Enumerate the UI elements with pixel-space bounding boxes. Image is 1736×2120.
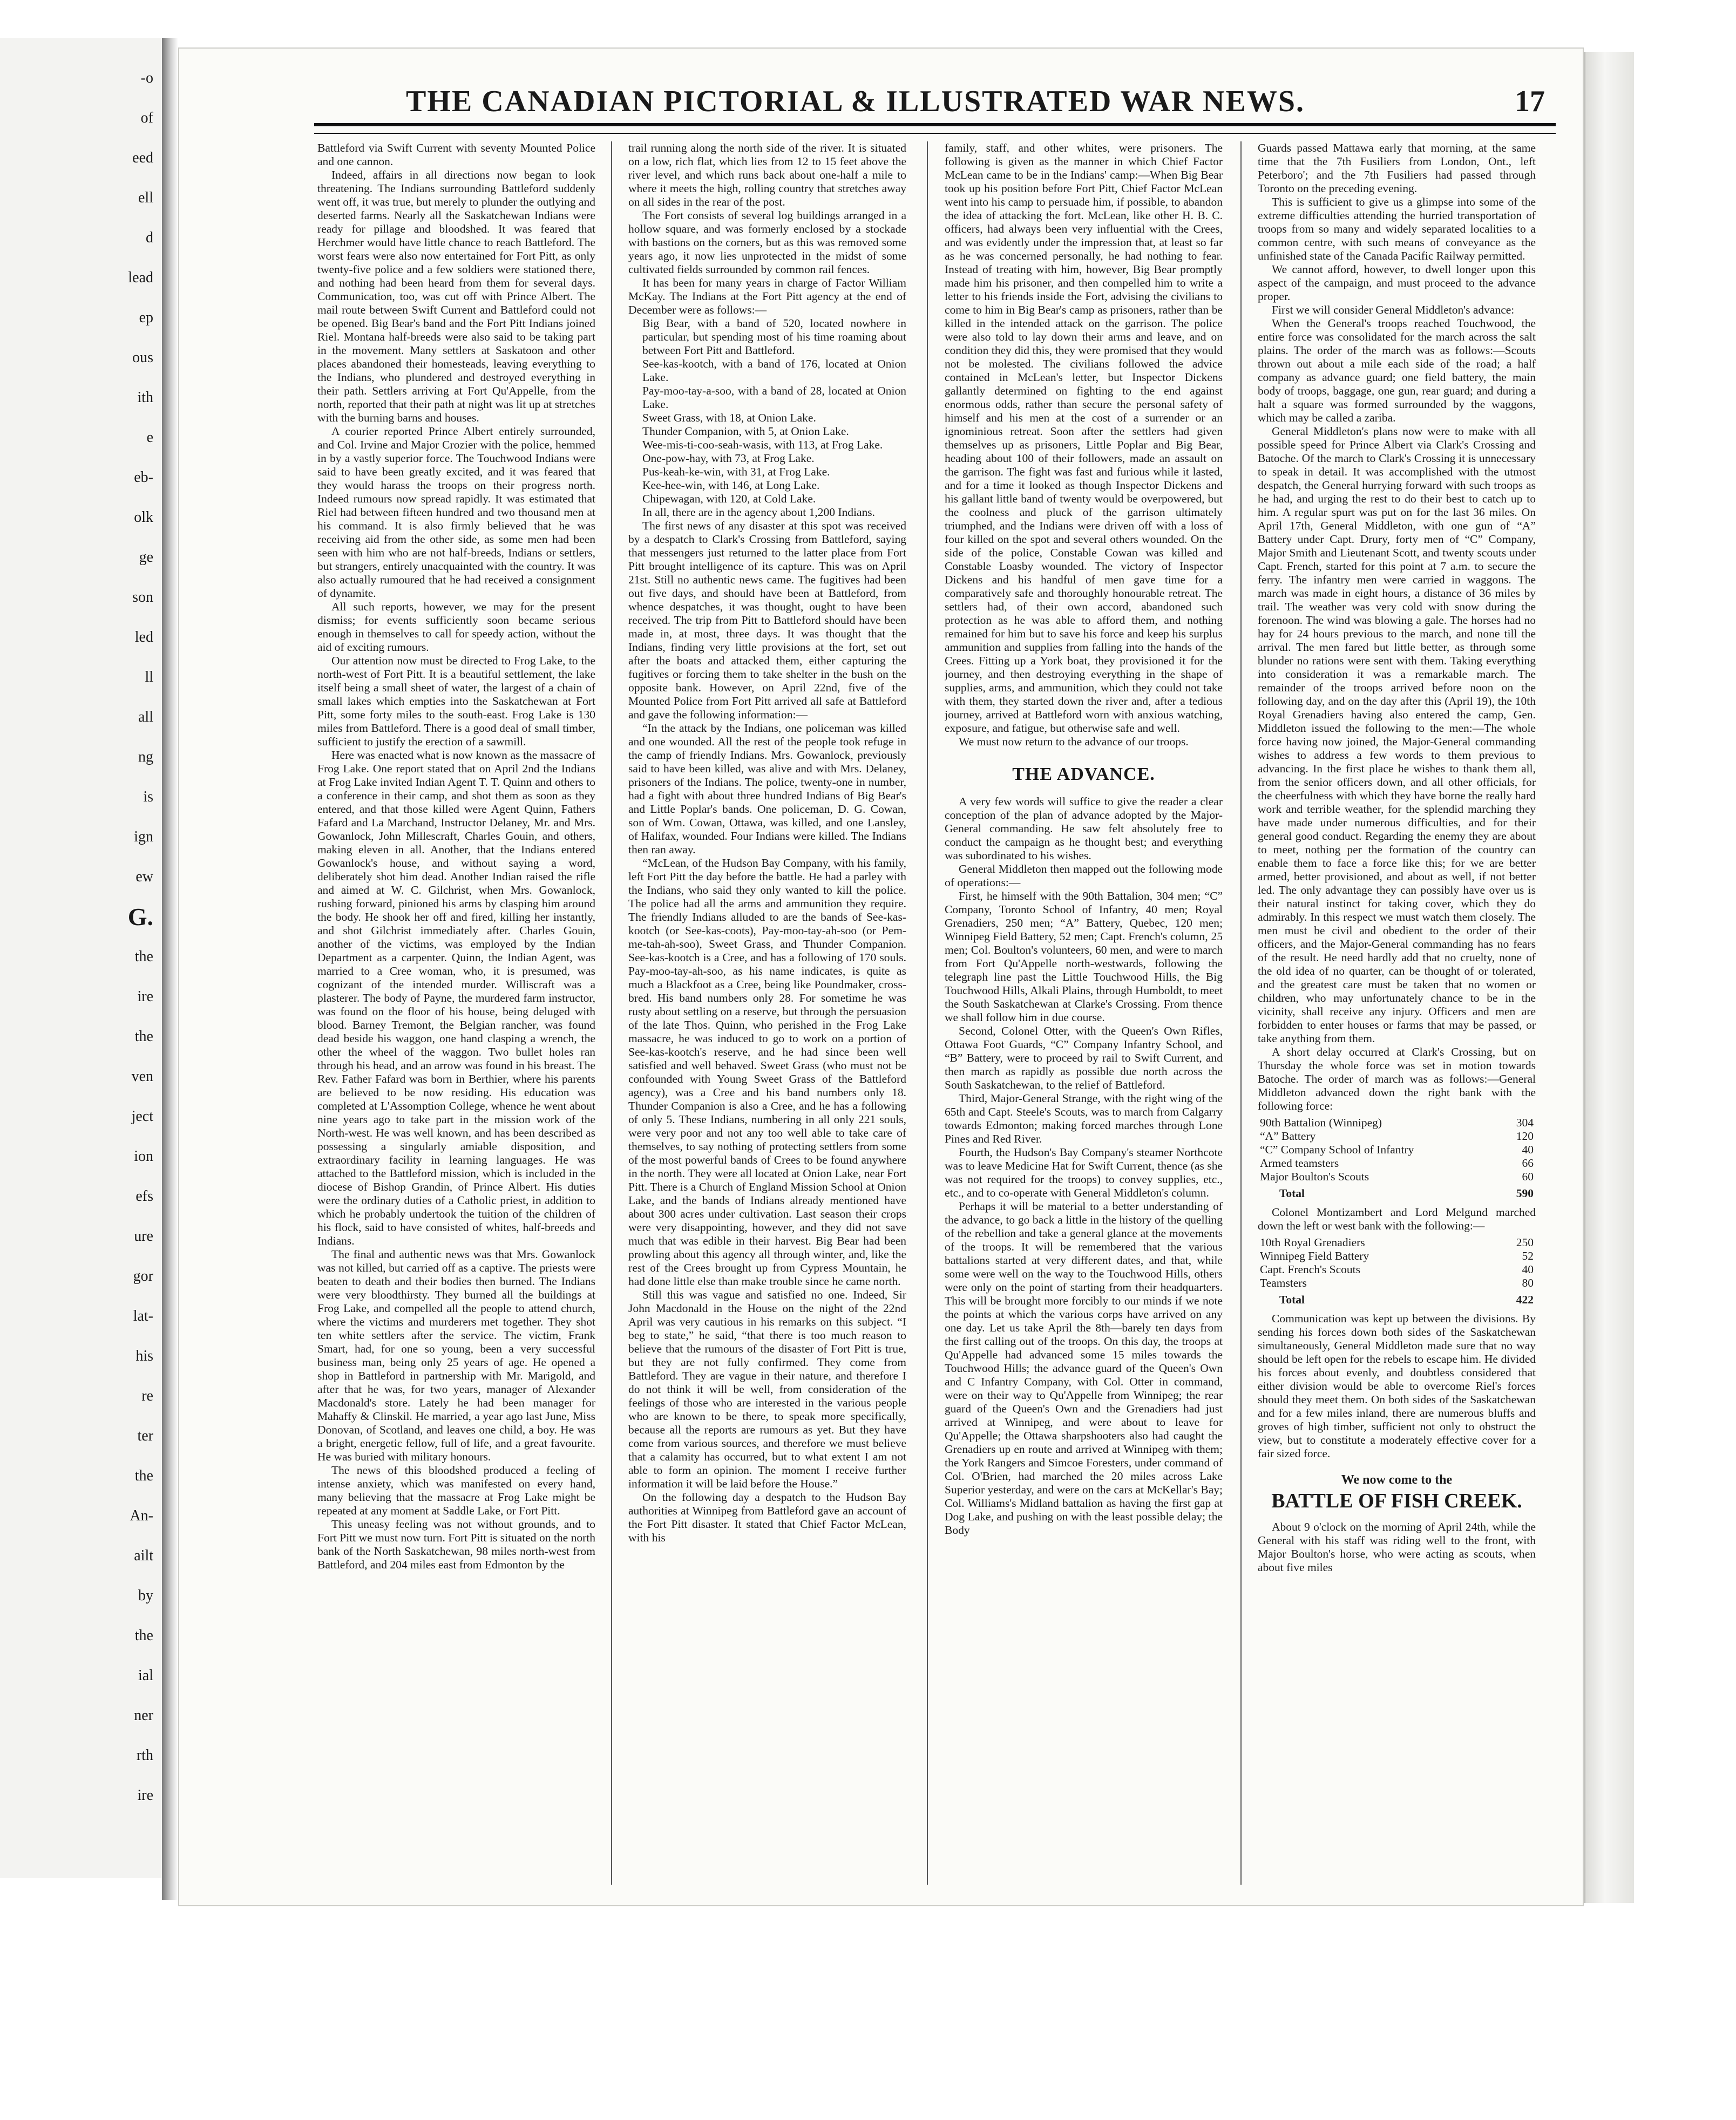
paragraph: Communication was kept up between the divisions. By sending his forces down both sides of the Saskatchewan simultaneously, General Middleton made sure that no way should be left open for the rebels to escape him. He divided his forces about evenly, and doubtless considered that either division would be able to overcome Riel's forces should they meet them. On both sides of the Saskatchewan and for a few miles inland, there are numerous bluffs and groves of high timber, sufficient not only to obstruct the view, but to constitute a moderately effective cover for a fair sized force. <box>1258 1312 1536 1460</box>
facing-page-fragment: gor <box>133 1268 153 1285</box>
paragraph: We cannot afford, however, to dwell longer upon this aspect of the campaign, and must proceed to the advance proper. <box>1258 263 1536 303</box>
paragraph: Here was enacted what is now known as the massacre of Frog Lake. One report stated that on April 2nd the Indians at Frog Lake invited Indian Agent T. T. Quinn and others to a conference in their camp, and shot them as soon as they entered, and that those killed were Agent Quinn, Fathers Fafard and La Marchand, Instructor Delaney, Mr. and Mrs. Gowanlock, John Millescraft, Charles Gouin, and others, making eleven in all. Another, that the Indians entered Gowanlock's house, and without saying a word, deliberately shot him dead. Another Indian raised the rifle and aimed at W. C. Gilchrist, when Mrs. Gowanlock, rushing forward, pinioned his arms by clasping him around the body. He shook her off and fired, killing her instantly, and shot Gilchrist immediately after. Charles Gouin, another of the victims, was employed by the Indian Department as a carpenter. Quinn, the Indian Agent, was married to a Cree woman, who, it is presumed, was cognizant of the intended murder. Williscraft was a plasterer. The body of Payne, the murdered farm instructor, was found on the floor of his house, being deluged with blood. Barney Tremont, the Belgian rancher, was found dead beside his waggon, one hand clasping a wrench, the other the wheel of the waggon. Two bullet holes ran through his head, and an arrow was found in his breast. The Rev. Father Fafard was born in Berthier, where his parents are believed to be now residing. His education was completed at L'Assomption College, whence he went about nine years ago to take part in the mission work of the North-west. He was well known, and has been described as possessing a singularly amiable disposition, and extraordinary facility in learning languages. He was attached to the Battleford mission, which is included in the diocese of Bishop Grandin, of Prince Albert. His duties were the ordinary duties of a Catholic priest, in addition to which he probably undertook the tuition of the children of his flock, said to have consisted of whites, half-breeds and Indians. <box>317 749 595 1247</box>
facing-page-fragment: ject <box>131 1108 153 1125</box>
facing-page-fragment: ter <box>137 1428 153 1444</box>
facing-page-fragment: the <box>134 1028 153 1045</box>
unit-name: Capt. French's Scouts <box>1260 1263 1361 1276</box>
page-gutter <box>162 38 178 1900</box>
facing-page-fragment: olk <box>134 509 153 526</box>
unit-count: 40 <box>1522 1143 1534 1156</box>
page-number: 17 <box>1515 85 1545 118</box>
column-divider <box>927 141 928 1885</box>
advance-body <box>945 795 1223 1537</box>
col4-body-2 <box>1258 1312 1536 1460</box>
paragraph: The final and authentic news was that Mrs. Gowanlock was not killed, but carried off as a captive. The priests were beaten to death and their bodies then burned. The Indians were very bloodthirsty. They burned all the buildings at Frog Lake, and compelled all the people to attend church, where the victims and murderers met together. They shot ten white settlers after the service. The victim, Frank Smart, had, for one so young, been a very successful business man, being only 25 years of age. He opened a shop in Battleford in partnership with Mr. Marigold, and after that he was, for two years, manager of Alexander Macdonald's store. Lately he had been manager for Mahaffy & Clinskil. He married, a year ago last June, Miss Donovan, of Scotland, and leaves one child, a boy. He was a bright, energetic fellow, full of life, and a great favourite. He was buried with military honours. <box>317 1248 595 1463</box>
paragraph: “McLean, of the Hudson Bay Company, with his family, left Fort Pitt the day before the battle. He had a parley with the Indians, who said they only wanted to kill the police. The police had all the arms and ammunition they require. The friendly Indians alluded to are the bands of See-kas-kootch (or See-kas-coots), Pay-moo-tay-ah-soo (or Pem-me-tah-ah-soo), Sweet Grass, and Thunder Companion. See-kas-kootch is a Cree, and has a following of 170 souls. Pay-moo-tay-ah-soo, as his name indicates, is quite as much a Blackfoot as a Cree, being like Poundmaker, cross-bred. His band numbers only 28. For sometime he was rusty about settling on a reserve, but through the persuasion of the late Thos. Quinn, who perished in the Frog Lake massacre, he was induced to go to work on a portion of See-kas-kootch's reserve, and he had since been well satisfied and well behaved. Sweet Grass (who must not be confounded with Young Sweet Grass of the Battleford agency), was a Cree and his band numbers only 18. Thunder Companion is also a Cree, and he has a following of only 5. These Indians, numbering in all only 221 souls, were very poor and not any too well able to take care of themselves, to say nothing of protecting settlers from some of the most powerful bands of Crees to be found anywhere in the north. They were all located at Onion Lake, near Fort Pitt. There is a Church of England Mission School at Onion Lake, and the bands of Indians already mentioned have about 300 acres under cultivation. Last season their crops were very disappointing, however, and they did not save much that was edible in their harvest. Big Bear had been prowling about this agency all through winter, and, like the rest of the Crees brought up from Cypress Mountain, he had done little else than make trouble since he came north. <box>628 857 906 1288</box>
table-row <box>1258 1130 1536 1143</box>
unit-count: 80 <box>1522 1276 1534 1289</box>
table-total-row <box>1258 1184 1536 1200</box>
table-row <box>1258 1170 1536 1184</box>
table-row <box>1258 1116 1536 1130</box>
facing-page-fragment: ew <box>135 868 153 885</box>
paragraph: trail running along the north side of the river. It is situated on a low, rich flat, which lies from 12 to 15 feet above the river level, and which runs back about one-half a mile to where it meets the high, rolling country that stretches away on all sides in the rear of the post. <box>628 141 906 208</box>
section-title-advance: THE ADVANCE. <box>1012 764 1155 784</box>
total-label: Total <box>1279 1187 1305 1200</box>
col4-body <box>1258 141 1536 1113</box>
paragraph: Chipewagan, with 120, at Cold Lake. <box>642 492 816 505</box>
column-divider <box>611 141 612 1885</box>
paragraph: When the General's troops reached Touchwood, the entire force was consolidated for the march across the salt plains. The order of the march was as follows:—Scouts thrown out about a mile each side of the road; a half company as advance guard; one field battery, the main body of troops, baggage, one gun, rear guard; and during a halt a square was formed surrounded by the waggons, which may be called a zariba. <box>1258 317 1536 424</box>
facing-page-fragment: ous <box>132 349 153 366</box>
facing-page-fragment: is <box>143 789 153 805</box>
table-total-row <box>1258 1290 1536 1307</box>
masthead <box>314 81 1556 124</box>
paragraph: We must now return to the advance of our troops. <box>959 735 1189 748</box>
facing-page-fragment: the <box>134 948 153 965</box>
article-column-2 <box>628 141 906 1885</box>
paragraph: First, he himself with the 90th Battalion, 304 men; “C” Company, Toronto School of Infantry, 40 men; Royal Grenadiers, 250 men; “A” Battery, Quebec, 120 men; Winnipeg Field Battery, 52 men; Capt. French's column, 25 men; Col. Boulton's volunteers, 60 men, and were to march from Fort Qu'Appelle north-westwards, following the telegraph line past the Little Touchwood Hills, the Big Touchwood Hills, Alkali Plains, through Humboldt, to meet the South Saskatchewan at Clarke's Crossing. From thence we shall follow him in due course. <box>945 889 1223 1024</box>
unit-count: 60 <box>1522 1170 1534 1183</box>
paragraph: Fourth, the Hudson's Bay Company's steamer Northcote was to leave Medicine Hat for Swift Current, thence (as she was not required for the troops) to convey supplies, etc., etc., and to co-operate with General Middleton's column. <box>945 1146 1223 1199</box>
facing-page-fragment: ion <box>134 1148 153 1165</box>
facing-page-fragment: lead <box>128 269 153 286</box>
article-column-3 <box>945 141 1223 1885</box>
paragraph: Our attention now must be directed to Frog Lake, to the north-west of Fort Pitt. It is a beautiful settlement, the lake itself being a small sheet of water, the largest of a chain of small lakes which empties into the Saskatchewan at Fort Pitt, some forty miles to the south-east. Frog Lake is 130 miles from Battleford. There is a good deal of small timber, sufficient to justify the erection of a sawmill. <box>317 654 595 748</box>
unit-count: 66 <box>1522 1157 1534 1170</box>
paragraph: The news of this bloodshed produced a feeling of intense anxiety, which was manifested on every hand, many believing that the massacre at Frog Lake might be repeated at any moment at Saddle Lake, or Fort Pitt. <box>317 1464 595 1517</box>
paragraph: One-pow-hay, with 73, at Frog Lake. <box>642 452 815 465</box>
facing-page-fragment: ith <box>137 389 153 406</box>
facing-page-fragment: ng <box>138 749 153 765</box>
page-edge <box>1584 52 1634 1903</box>
facing-page-fragment: ure <box>134 1228 153 1245</box>
facing-page-fragment: ge <box>139 549 153 566</box>
paragraph: Wee-mis-ti-coo-seah-wasis, with 113, at Frog Lake. <box>642 438 883 451</box>
paragraph: Big Bear, with a band of 520, located nowhere in particular, but spending most of his time roaming about between Fort Pitt and Battleford. <box>642 317 906 357</box>
paragraph: A very few words will suffice to give the reader a clear conception of the plan of advance adopted by the Major-General commanding. He saw felt absolutely free to conduct the campaign as he thought best; and everything was subordinated to his wishes. <box>945 795 1223 862</box>
facing-page-fragment: ial <box>138 1667 153 1684</box>
total-value: 422 <box>1516 1293 1534 1306</box>
unit-name: Armed teamsters <box>1260 1157 1339 1170</box>
column-divider <box>1240 141 1242 1885</box>
paragraph: Perhaps it will be material to a better understanding of the advance, to go back a little in the history of the quelling of the rebellion and take a general glance at the movements of the troops. It will be remembered that the various battalions started at very different dates, and that, while some were well on the way to the Touchwood Hills, others were only on the point of starting from their headquarters. This will be brought more forcibly to our minds if we note the points at which the various corps have arrived on any one day. Let us take April the 8th—barely ten days from the first calling out of the troops. On this day, the troops at Qu'Appelle had advanced some 15 miles towards the Touchwood Hills; the advance guard of the Queen's Own and C Infantry Company, with Col. Otter in command, were on their way to Qu'Appelle from Winnipeg; the rear guard of the Queen's Own and the Grenadiers had just arrived at Winnipeg, and were about to leave for Qu'Appelle; the Ottawa sharpshooters also had caught the Grenadiers up en route and arrived at Winnipeg with them; the York Rangers and Simcoe Foresters, under command of Col. O'Brien, had marched the 20 miles across Lake Superior yesterday, and were on the cars at McKellar's Bay; Col. Williams's Midland battalion as having the first gap at Dog Lake, and pushing on with the least possible delay; the Body <box>945 1200 1223 1537</box>
paragraph: The first news of any disaster at this spot was received by a despatch to Clark's Crossing from Battleford, saying that messengers just returned to the latter place from Fort Pitt brought intelligence of its capture. This was on April 21st. Still no authentic news came. The fugitives had been out five days, and should have been at Battleford, from whence despatches, it was thought, ought to have been received. The trip from Pitt to Battleford should have been made in, at most, three days. It was thought that the Indians, finding very little provisions at the fort, set out after the boats and attacked them, either capturing the fugitives or forcing them to take shelter in the bush on the opposite bank. However, on April 22nd, five of the Mounted Police from Fort Pitt arrived all safe at Battleford and gave the following information:— <box>628 519 906 721</box>
paragraph: General Middleton's plans now were to make with all possible speed for Prince Albert via Clark's Crossing and Batoche. Of the march to Clark's Crossing it is unnecessary to speak in detail. It was accomplished with the utmost despatch, the General hurrying forward with such troops as he had, and urging the rest to do their best to catch up to him. A regular spurt was put on for the last 36 miles. On April 17th, General Middleton, with one gun of “A” Battery under Capt. Drury, forty men of “C” Company, Major Smith and Lieutenant Scott, and twenty scouts under Capt. French, started for this point at 7 a.m. to secure the ferry. The infantry men were carried in waggons. The march was made in eight hours, a distance of 36 miles by trail. The weather was very cold with snow during the forenoon. The wind was blowing a gale. The horses had no hay for 24 hours previous to the march, and none till the arrival. The men fared but little better, as through some blunder no rations were sent with them. Taking everything into consideration it was a remarkable march. The remainder of the troops arrived before noon on the following day, and on the day after this (April 19), the 10th Royal Grenadiers having also entered the camp, Gen. Middleton issued the following to the men:—The whole force having now joined, the Major-General commanding wishes to address a few words to them previous to advancing. In the first place he wishes to thank them all, from the senior officers down, and all other officials, for the cheerfulness with which they have borne the really hard work and terrible weather, for the splendid marching they have made under numerous difficulties, and for their general good conduct. Regarding the enemy they are about to meet, nothing per the formation of the country can enable them to face a force like this; for we are better armed, better provisioned, and about as well, if not better led. The only advantage they can possibly have over us is their natural instinct for taking cover, which they do admirably. In this respect we must watch them closely. The men must be civil and obedient to the order of their officers, and the Major-General commanding has no fears of the result. He need hardly add that no cruelty, none of the old idea of no quarter, can be thought of or tolerated, and the greatest care must be taken that no women or children, who may unfortunately chance to be in the vicinity, shall receive any injury. Officers and men are forbidden to enter houses or farms that may be passed, or take anything from them. <box>1258 425 1536 1045</box>
paragraph: A short delay occurred at Clark's Crossing, but on Thursday the whole force was set in motion towards Batoche. The order of march was as follows:—General Middleton advanced down the right bank with the following force: <box>1258 1045 1536 1112</box>
col2-body <box>628 519 906 1545</box>
paragraph: This is sufficient to give us a glimpse into some of the extreme difficulties attending the hurried transportation of troops from so many and widely separated localities to a common centre, with such means of conveyance as the unfinished state of the Canada Pacific Railway permitted. <box>1258 195 1536 262</box>
paragraph: Indeed, affairs in all directions now began to look threatening. The Indians surrounding Battleford suddenly went off, it was true, but merely to plunder the outlying and deserted farms. Nearly all the Saskatchewan Indians were ready for pillage and bloodshed. It was feared that Herchmer would have little chance to reach Battleford. The worst fears were also now entertained for Fort Pitt, as only twenty-five police and a few soldiers were stationed there, and nothing had been heard from them for several days. Communication, too, was cut off with Prince Albert. The mail route between Swift Current and Battleford could not be opened. Big Bear's band and the Fort Pitt Indians joined Riel. Montana half-breeds were also said to be taking part in the movement. Many settlers at Saskatoon and other places abandoned their homesteads, leaving everything to the Indians, who plundered and destroyed everything in their path. Settlers arriving at Fort Qu'Appelle, from the north, reported that their path at night was lit up at stretches with the burning barns and houses. <box>317 168 595 424</box>
unit-count: 120 <box>1516 1130 1534 1143</box>
facing-page-fragment: eb- <box>134 469 153 486</box>
unit-count: 250 <box>1516 1236 1534 1249</box>
fish-creek-paragraph: About 9 o'clock on the morning of April 24th, while the General with his staff was riding well to the front, with Major Boulton's horse, who were acting as scouts, when about five miles <box>1258 1520 1536 1574</box>
table-row <box>1258 1143 1536 1157</box>
table-row <box>1258 1263 1536 1276</box>
paragraph: Pay-moo-tay-a-soo, with a band of 28, located at Onion Lake. <box>642 384 906 411</box>
facing-page-fragment: the <box>134 1627 153 1644</box>
fish-creek-intro: We now come to the <box>1341 1473 1453 1487</box>
table-row <box>1258 1276 1536 1290</box>
facing-page-fragment: An- <box>130 1507 153 1524</box>
force-table-left-bank <box>1258 1236 1536 1307</box>
facing-page-fragment: led <box>134 629 153 645</box>
left-bank-paragraph: Colonel Montizambert and Lord Melgund marched down the left or west bank with the following:— <box>1258 1206 1536 1232</box>
force-table-right-bank <box>1258 1116 1536 1200</box>
facing-page-fragment: the <box>134 1467 153 1484</box>
facing-page-fragment: ailt <box>134 1547 153 1564</box>
paragraph: family, staff, and other whites, were prisoners. The following is given as the manner in which Chief Factor McLean came to be in the Indians' camp:—When Big Bear took up his position before Fort Pitt, Chief Factor McLean went into his camp to persuade him, if possible, to abandon the idea of attacking the fort. McLean, like other H. B. C. officers, had always been very influential with the Crees, and was evidently under the impression that, at least so far as he was concerned personally, he had nothing to fear. Instead of treating with him, however, Big Bear promptly made him his prisoner, and then compelled him to write a letter to his friends inside the Fort, advising the civilians to come to him in Big Bear's camp as prisoners, rather than be killed in the intended attack on the garrison. The police were also told to lay down their arms and leave, and on condition they did this, they were promised that they would not be molested. The civilians followed the advice contained in McLean's letter, but Inspector Dickens gallantly determined on fighting to the end against enormous odds, rather than secure the personal safety of himself and his men at the cost of a surrender or an ignominious retreat. Soon after the settlers had given themselves up as prisoners, Little Poplar and Big Bear, heading about 100 of their followers, made an assault on the garrison. The fight was fast and furious while it lasted, and for a time it looked as though Inspector Dickens and his gallant little band of twenty would be overpowered, but the coolness and pluck of the garrison ultimately triumphed, and the Indians were driven off with a loss of four killed on the spot and several others wounded. On the side of the police, Constable Cowan was killed and Constable Loasby wounded. The victory of Inspector Dickens and his handful of men gave time for a comparatively safe and thoroughly honourable retreat. The settlers had, of their own accord, abandoned such protection as he was able to afford them, and nothing remained for him but to save his force and keep his surplus ammunition and supplies from falling into the hands of the Crees. Fitting up a York boat, they provisioned it for the journey, and then destroying everything in the shape of supplies, arms, and ammunition, which they could not take with them, they started down the river and, after a tedious journey, arrived at Battleford worn with anxious watching, exposure, and fatigue, but otherwise safe and well. <box>945 141 1223 735</box>
facing-page-fragment: eed <box>132 150 153 166</box>
paragraph: Pus-keah-ke-win, with 31, at Frog Lake. <box>642 465 830 478</box>
header-rule <box>314 123 1556 134</box>
newspaper-page <box>178 47 1584 1906</box>
total-label: Total <box>1279 1293 1305 1306</box>
facing-page-fragment: d <box>146 229 153 246</box>
unit-name: Teamsters <box>1260 1276 1307 1289</box>
paragraph: See-kas-kootch, with a band of 176, located at Onion Lake. <box>642 357 906 384</box>
paragraph: It has been for many years in charge of Factor William McKay. The Indians at the Fort Pitt agency at the end of December were as follows:— <box>628 276 906 316</box>
unit-name: 90th Battalion (Winnipeg) <box>1260 1116 1382 1129</box>
facing-page-fragment: son <box>132 589 153 606</box>
col3-body <box>945 141 1223 749</box>
article-column-1 <box>317 141 595 1885</box>
unit-name: 10th Royal Grenadiers <box>1260 1236 1365 1249</box>
paragraph: Guards passed Mattawa early that morning, at the same time that the 7th Fusiliers from London, Ont., left Peterboro'; and the 7th Fusiliers had passed through Toronto on the preceding evening. <box>1258 141 1536 195</box>
facing-page-fragment: ep <box>139 309 153 326</box>
facing-page-fragment: ell <box>138 189 153 206</box>
facing-page-fragment: ner <box>134 1707 153 1724</box>
facing-page-fragment: ire <box>137 1787 153 1804</box>
facing-page-fragment: -o <box>140 70 153 86</box>
paragraph: Battleford via Swift Current with seventy Mounted Police and one cannon. <box>317 141 595 168</box>
facing-page-fragment: efs <box>135 1188 153 1205</box>
band-list <box>628 317 906 519</box>
paragraph: Thunder Companion, with 5, at Onion Lake. <box>642 425 849 438</box>
facing-page-fragment: ll <box>145 669 153 685</box>
paragraph: Sweet Grass, with 18, at Onion Lake. <box>642 411 816 424</box>
facing-page-fragment: ire <box>137 988 153 1005</box>
total-value: 590 <box>1516 1187 1534 1200</box>
unit-count: 40 <box>1522 1263 1534 1276</box>
paragraph: “In the attack by the Indians, one policeman was killed and one wounded. All the rest of the people took refuge in the camp of friendly Indians. Mrs. Gowanlock, previously said to have been killed, was alive and with Mrs. Delaney, prisoners of the Indians. The police, twenty-one in number, had a fight with about three hundred Indians of Big Bear's and Little Poplar's bands. One policeman, D. G. Cowan, son of Wm. Cowan, Ottawa, was killed, and one Lansley, of Halifax, wounded. Four Indians were killed. The Indians then ran away. <box>628 722 906 856</box>
facing-page-strip <box>0 38 164 1878</box>
paragraph: Kee-hee-win, with 146, at Long Lake. <box>642 479 820 492</box>
paragraph: All such reports, however, we may for the present dismiss; for events sufficiently soon became serious enough in themselves to call for speedy action, without the aid of exciting rumours. <box>317 600 595 654</box>
facing-page-fragment: all <box>138 709 153 725</box>
paragraph: A courier reported Prince Albert entirely surrounded, and Col. Irvine and Major Crozier with the police, hemmed in by a vastly superior force. The Touchwood Indians were said to have been greatly excited, and it was feared that they would harass the troops on their progress north. Indeed rumours now spread rapidly. It was estimated that Riel had between fifteen hundred and two thousand men at his command. It is also firmly believed that he was receiving aid from the other side, as some men had been seen with him who are not half-breeds, Indians or settlers, but strangers, entirely unacquainted with the country. It was also actually rumoured that he had received a consignment of dynamite. <box>317 425 595 600</box>
unit-name: Major Boulton's Scouts <box>1260 1170 1369 1183</box>
facing-page-fragment: by <box>138 1587 153 1604</box>
paragraph: On the following day a despatch to the Hudson Bay authorities at Winnipeg from Battleford gave an account of the Fort Pitt disaster. It stated that Chief Factor McLean, with his <box>628 1491 906 1544</box>
paragraph: Second, Colonel Otter, with the Queen's Own Rifles, Ottawa Foot Guards, “C” Company Infantry School, and “B” Battery, were to proceed by rail to Swift Current, and then march as rapidly as possible due north across the South Saskatchewan, to the relief of Battleford. <box>945 1024 1223 1091</box>
col2-intro <box>628 141 906 317</box>
masthead-title: THE CANADIAN PICTORIAL & ILLUSTRATED WAR NEWS. <box>406 85 1305 118</box>
facing-page-fragment: G. <box>127 903 153 930</box>
paragraph: First we will consider General Middleton's advance: <box>1272 303 1515 316</box>
paragraph: General Middleton then mapped out the following mode of operations:— <box>945 862 1223 889</box>
section-title-fish-creek: BATTLE OF FISH CREEK. <box>1271 1490 1522 1512</box>
facing-page-fragment: of <box>140 110 153 126</box>
paragraph: Third, Major-General Strange, with the right wing of the 65th and Capt. Steele's Scouts, was to march from Calgarry towards Edmonton; making forced marches through Lone Pines and Red River. <box>945 1092 1223 1145</box>
unit-count: 52 <box>1522 1249 1534 1262</box>
unit-name: “C” Company School of Infantry <box>1260 1143 1414 1156</box>
unit-name: “A” Battery <box>1260 1130 1316 1143</box>
table-row <box>1258 1157 1536 1170</box>
unit-count: 304 <box>1516 1116 1534 1129</box>
paragraph: This uneasy feeling was not without grounds, and to Fort Pitt we must now turn. Fort Pitt is situated on the north bank of the North Saskatchewan, 98 miles north-west from Battleford, and 204 miles east from Edmonton by the <box>317 1518 595 1571</box>
unit-name: Winnipeg Field Battery <box>1260 1249 1369 1262</box>
facing-page-fragment: ign <box>134 828 153 845</box>
table-row <box>1258 1249 1536 1263</box>
facing-page-fragment: his <box>135 1348 153 1364</box>
paragraph: In all, there are in the agency about 1,200 Indians. <box>642 506 876 519</box>
facing-page-fragment: rth <box>136 1747 153 1764</box>
facing-page-fragment: lat- <box>133 1308 153 1324</box>
facing-page-fragment: ven <box>131 1068 153 1085</box>
paragraph: The Fort consists of several log buildings arranged in a hollow square, and was formerly enclosed by a stockade with bastions on the corners, but as this was removed some years ago, it now lies unprotected in the midst of some cultivated fields surrounded by common rail fences. <box>628 209 906 276</box>
facing-page-fragment: e <box>146 429 153 446</box>
table-row <box>1258 1236 1536 1249</box>
paragraph: Still this was vague and satisfied no one. Indeed, Sir John Macdonald in the House on the night of the 22nd April was very cautious in his remarks on this subject. “I beg to state,” he said, “that there is too much reason to believe that the rumours of the disaster of Fort Pitt is true, but they are not fully confirmed. They come from Battleford. They are vague in their nature, and therefore I do not think it will be well, from consideration of the feelings of those who are interested in the various people who are known to be there, to speak more specifically, because all the reports are rumours as yet. But they have come from various sources, and therefore we must believe that a calamity has occurred, but to what extent I am not able to form an opinion. The moment I receive further information it will be laid before the House.” <box>628 1288 906 1490</box>
article-column-4 <box>1258 141 1536 1885</box>
facing-page-fragment: re <box>141 1388 153 1404</box>
